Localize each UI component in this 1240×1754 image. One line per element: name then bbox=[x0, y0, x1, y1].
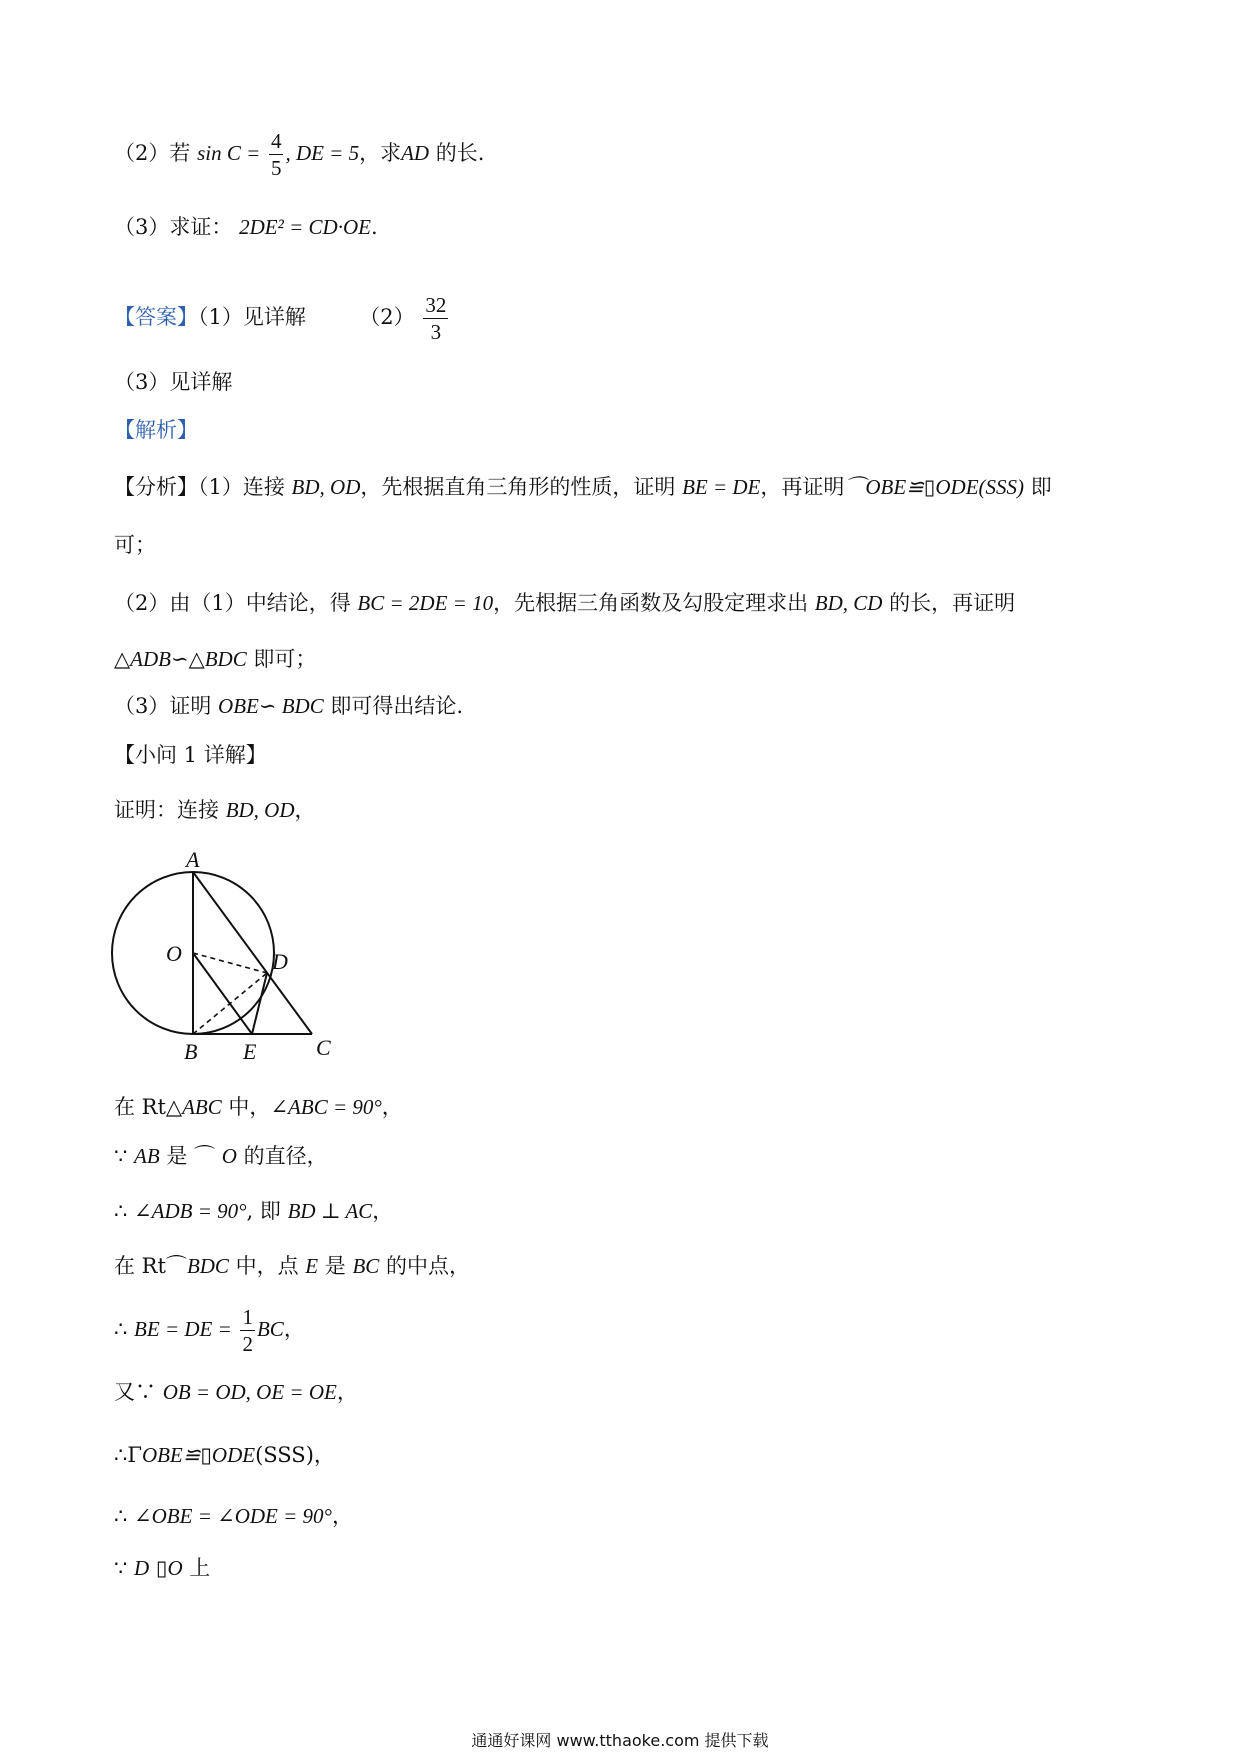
step-3: ∴ ∠ADB = 90°, 即 BD ⊥ AC， bbox=[114, 1199, 394, 1223]
label-o: O bbox=[166, 941, 182, 966]
label-c: C bbox=[316, 1035, 331, 1060]
fenxi-line-3: （2）由（1）中结论，得 BC = 2DE = 10，先根据三角函数及勾股定理求出 BD, CD 的长，再证明 bbox=[114, 591, 1016, 615]
step-5: ∴ BE = DE = $\frac{1}{2}$ BC， bbox=[114, 1305, 305, 1356]
geometry-figure bbox=[100, 845, 360, 1075]
fraction-1-2: $\frac{1}{2}$ bbox=[242, 1305, 253, 1356]
answer-label: 【答案】 bbox=[114, 305, 198, 329]
label-d: D bbox=[272, 949, 288, 974]
sub-question-1-label: 【小问 1 详解】 bbox=[114, 743, 267, 767]
step-7: ∴ΓOBE≌▯ODE(SSS)， bbox=[114, 1443, 335, 1467]
step-2: ∵ AB 是 ⌒ O 的直径， bbox=[114, 1144, 328, 1168]
proof-intro: 证明：连接 BD, OD， bbox=[114, 798, 316, 822]
footer-download-note: 通通好课网 www.tthaoke.com 提供下载 bbox=[471, 1731, 769, 1750]
step-8: ∴ ∠OBE = ∠ODE = 90°， bbox=[114, 1504, 353, 1528]
segment-ac bbox=[193, 872, 312, 1034]
label-e: E bbox=[243, 1039, 257, 1064]
step-4: 在 Rt⌒BDC 中，点 E 是 BC 的中点， bbox=[114, 1254, 471, 1278]
segment-de bbox=[252, 973, 267, 1034]
fenxi-line-1: 【分析】（1）连接 BD, OD，先根据直角三角形的性质，证明 BE = DE，再证明⌒OBE≌▯ODE(SSS) 即 bbox=[114, 475, 1052, 499]
fraction-32-3: $\frac{32}{3}$ bbox=[425, 293, 447, 344]
question-3: （3）求证： 2DE² = CD·OE. bbox=[114, 215, 378, 239]
fenxi-line-5: （3）证明 OBE∽ BDC 即可得出结论. bbox=[114, 694, 464, 718]
analysis-label: 【解析】 bbox=[114, 418, 198, 442]
answer-line: 【答案】（1）见详解 （2） $\frac{32}{3}$ bbox=[114, 293, 447, 344]
answer-3: （3）见详解 bbox=[114, 370, 233, 394]
fenxi-line-2: 可； bbox=[114, 533, 156, 557]
step-6: 又∵ OB = OD, OE = OE， bbox=[114, 1380, 358, 1404]
fenxi-line-4: △ADB∽△BDC 即可； bbox=[114, 647, 317, 671]
fraction-4-5: $\frac{4}{5}$ bbox=[270, 129, 282, 180]
step-1: 在 Rt△ABC 中，∠ABC = 90°， bbox=[114, 1095, 403, 1119]
sin-expression: sin C = bbox=[197, 141, 261, 165]
question-2: （2）若 sin C = $\frac{4}{5}$ , DE = 5，求AD 的长. bbox=[114, 129, 485, 180]
label-b: B bbox=[184, 1039, 198, 1064]
step-9: ∵ D ▯O 上 bbox=[114, 1556, 211, 1580]
label-a: A bbox=[186, 847, 200, 872]
